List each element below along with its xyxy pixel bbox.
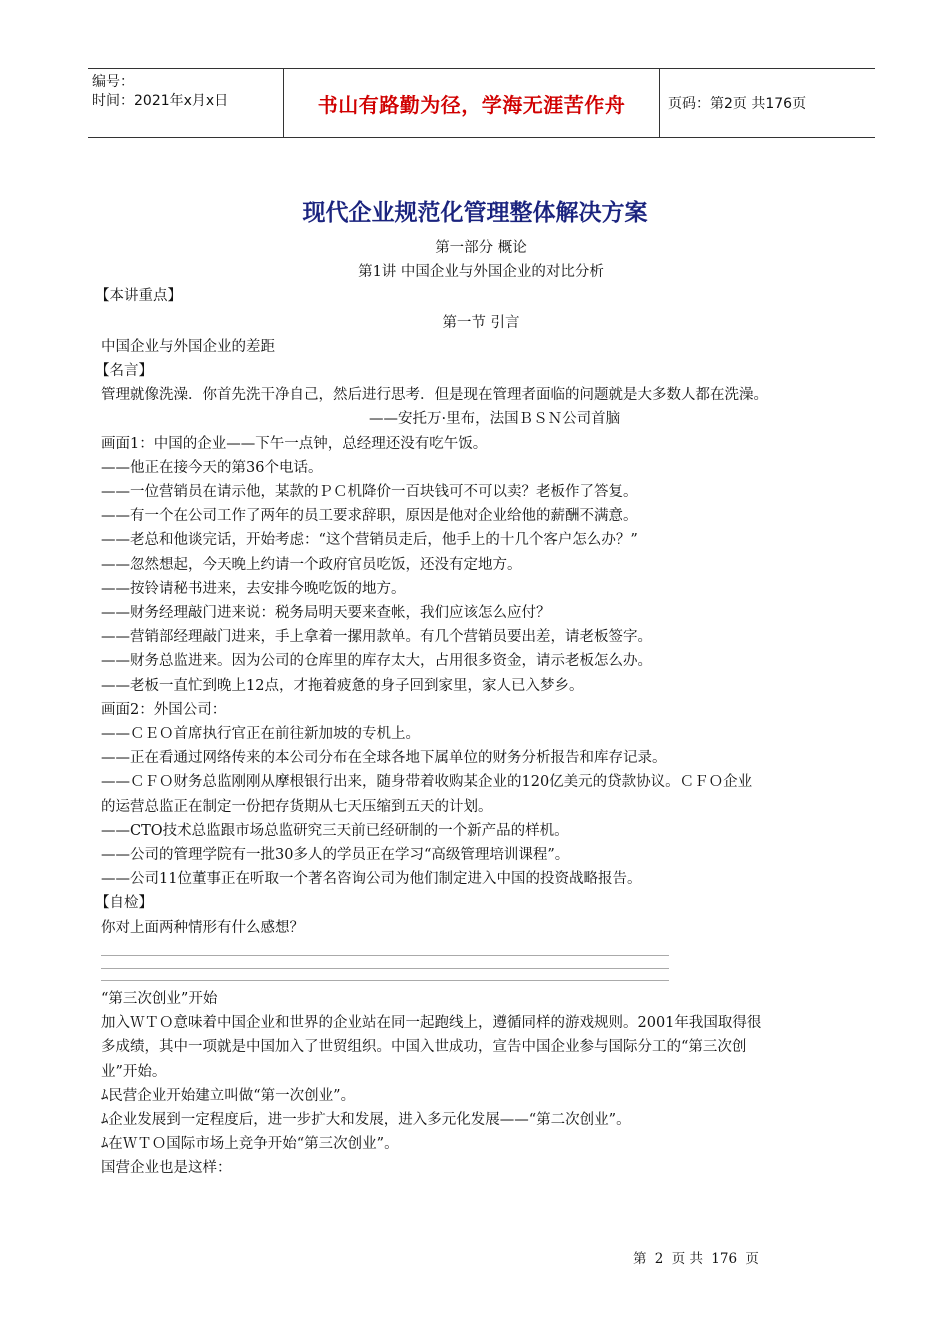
- page-header: [88, 68, 875, 138]
- quote-text: 管理就像洗澡．你首先洗干净自己，然后进行思考．但是现在管理者面临的问题就是大多数人都在洗澡。: [101, 387, 768, 404]
- header-page-info: 页码：第2页 共176页: [668, 96, 807, 112]
- list-item: ——营销部经理敲门进来，手上拿着一摞用款单。有几个营销员要出差，请老板签字。: [101, 629, 652, 646]
- list-item: ——CTO技术总监跟市场总监研究三天前已经研制的一个新产品的样机。: [101, 822, 569, 839]
- answer-line: [101, 968, 669, 969]
- motto: 书山有路勤为径，学海无涯苦作舟: [317, 92, 626, 117]
- list-item: ﾑ企业发展到一定程度后，进一步扩大和发展，进入多元化发展——“第二次创业”。: [101, 1111, 631, 1128]
- list-item: ——公司11位董事正在听取一个著名咨询公司为他们制定进入中国的投资战略报告。: [101, 871, 642, 888]
- list-item: ——老板一直忙到晚上12点，才拖着疲惫的身子回到家里，家人已入梦乡。: [101, 677, 584, 694]
- list-item: ——公司的管理学院有一批30多人的学员正在学习“高级管理培训课程”。: [101, 847, 570, 864]
- paragraph-line: 加入ＷＴＯ意味着中国企业和世界的企业站在同一起跑线上，遵循同样的游戏规则。2001年我国取得很: [101, 1015, 762, 1032]
- answer-lines: [101, 940, 861, 982]
- third-venture-heading: “第三次创业”开始: [101, 990, 218, 1007]
- quote-label: 【名言】: [95, 363, 153, 380]
- list-item: ——正在看通过网络传来的本公司分布在全球各地下属单位的财务分析报告和库存记录。: [101, 750, 667, 767]
- part-heading: 第一部分 概论: [435, 240, 527, 256]
- lecture-heading: 第1讲 中国企业与外国企业的对比分析: [358, 264, 604, 281]
- list-item: ——ＣＥＯ首席执行官正在前往新加坡的专机上。: [101, 726, 420, 743]
- time-label: 时间：2021年x月x日: [92, 93, 229, 109]
- list-item: ——按铃请秘书进来，去安排今晚吃饭的地方。: [101, 580, 406, 597]
- number-label: 编号：: [92, 74, 134, 90]
- third-venture-paragraph: [101, 1011, 861, 1084]
- footer-suffix: 页: [745, 1251, 759, 1267]
- footer-total-pages: 176: [711, 1251, 738, 1267]
- topic-line: 中国企业与外国企业的差距: [101, 338, 275, 355]
- header-motto-cell: [284, 69, 660, 137]
- footer-prefix: 第: [633, 1251, 647, 1267]
- list-item: ﾑ在ＷＴＯ国际市场上竞争开始“第三次创业”。: [101, 1136, 399, 1153]
- scene1-list: [101, 456, 861, 698]
- list-item: ﾑ民营企业开始建立叫做“第一次创业”。: [101, 1087, 356, 1104]
- scene1-title: 画面1：中国的企业——下午一点钟，总经理还没有吃午饭。: [101, 435, 488, 452]
- scene2-title: 画面2：外国公司：: [101, 701, 227, 718]
- footer-middle: 页 共: [671, 1251, 703, 1267]
- scene2-list: [101, 722, 861, 891]
- state-enterprise-line: 国营企业也是这样：: [101, 1160, 232, 1177]
- key-points-label: 【本讲重点】: [95, 288, 182, 305]
- paragraph-line: 业”开始。: [101, 1063, 167, 1080]
- list-item: ——财务经理敲门进来说：税务局明天要来查帐，我们应该怎么应付？: [101, 605, 551, 622]
- page-footer: [631, 1247, 761, 1267]
- self-check-question: 你对上面两种情形有什么感想？: [101, 919, 304, 936]
- list-item: ——财务总监进来。因为公司的仓库里的库存太大，占用很多资金，请示老板怎么办。: [101, 653, 652, 670]
- list-item: ——他正在接今天的第36个电话。: [101, 459, 323, 476]
- list-item: ——ＣＦＯ财务总监刚刚从摩根银行出来，随身带着收购某企业的120亿美元的贷款协议。ＣＦＯ企业: [101, 774, 753, 791]
- list-item: ——有一个在公司工作了两年的员工要求辞职，原因是他对企业给他的薪酬不满意。: [101, 508, 638, 525]
- answer-line: [101, 955, 669, 956]
- footer-page-number: 2: [654, 1251, 664, 1267]
- answer-line: [101, 980, 669, 981]
- paragraph-line: 多成绩，其中一项就是中国加入了世贸组织。中国入世成功，宣告中国企业参与国际分工的“第三次创: [101, 1039, 747, 1056]
- document-body: [95, 236, 861, 1181]
- list-item: 的运营总监正在制定一份把存货期从七天压缩到五天的计划。: [101, 798, 493, 815]
- document-title: 现代企业规范化管理整体解决方案: [302, 200, 648, 226]
- section-heading: 第一节 引言: [442, 314, 520, 331]
- list-item: ——一位营销员在请示他，某款的ＰＣ机降价一百块钱可不可以卖？老板作了答复。: [101, 484, 638, 501]
- header-meta: [88, 69, 284, 137]
- bullet-list: [101, 1084, 861, 1157]
- list-item: ——忽然想起，今天晚上约请一个政府官员吃饭，还没有定地方。: [101, 556, 522, 573]
- quote-attribution: ——安托万·里布，法国ＢＳＮ公司首脑: [369, 411, 621, 428]
- self-check-label: 【自检】: [95, 895, 153, 912]
- list-item: ——老总和他谈完话，开始考虑：“这个营销员走后，他手上的十几个客户怎么办？”: [101, 532, 638, 549]
